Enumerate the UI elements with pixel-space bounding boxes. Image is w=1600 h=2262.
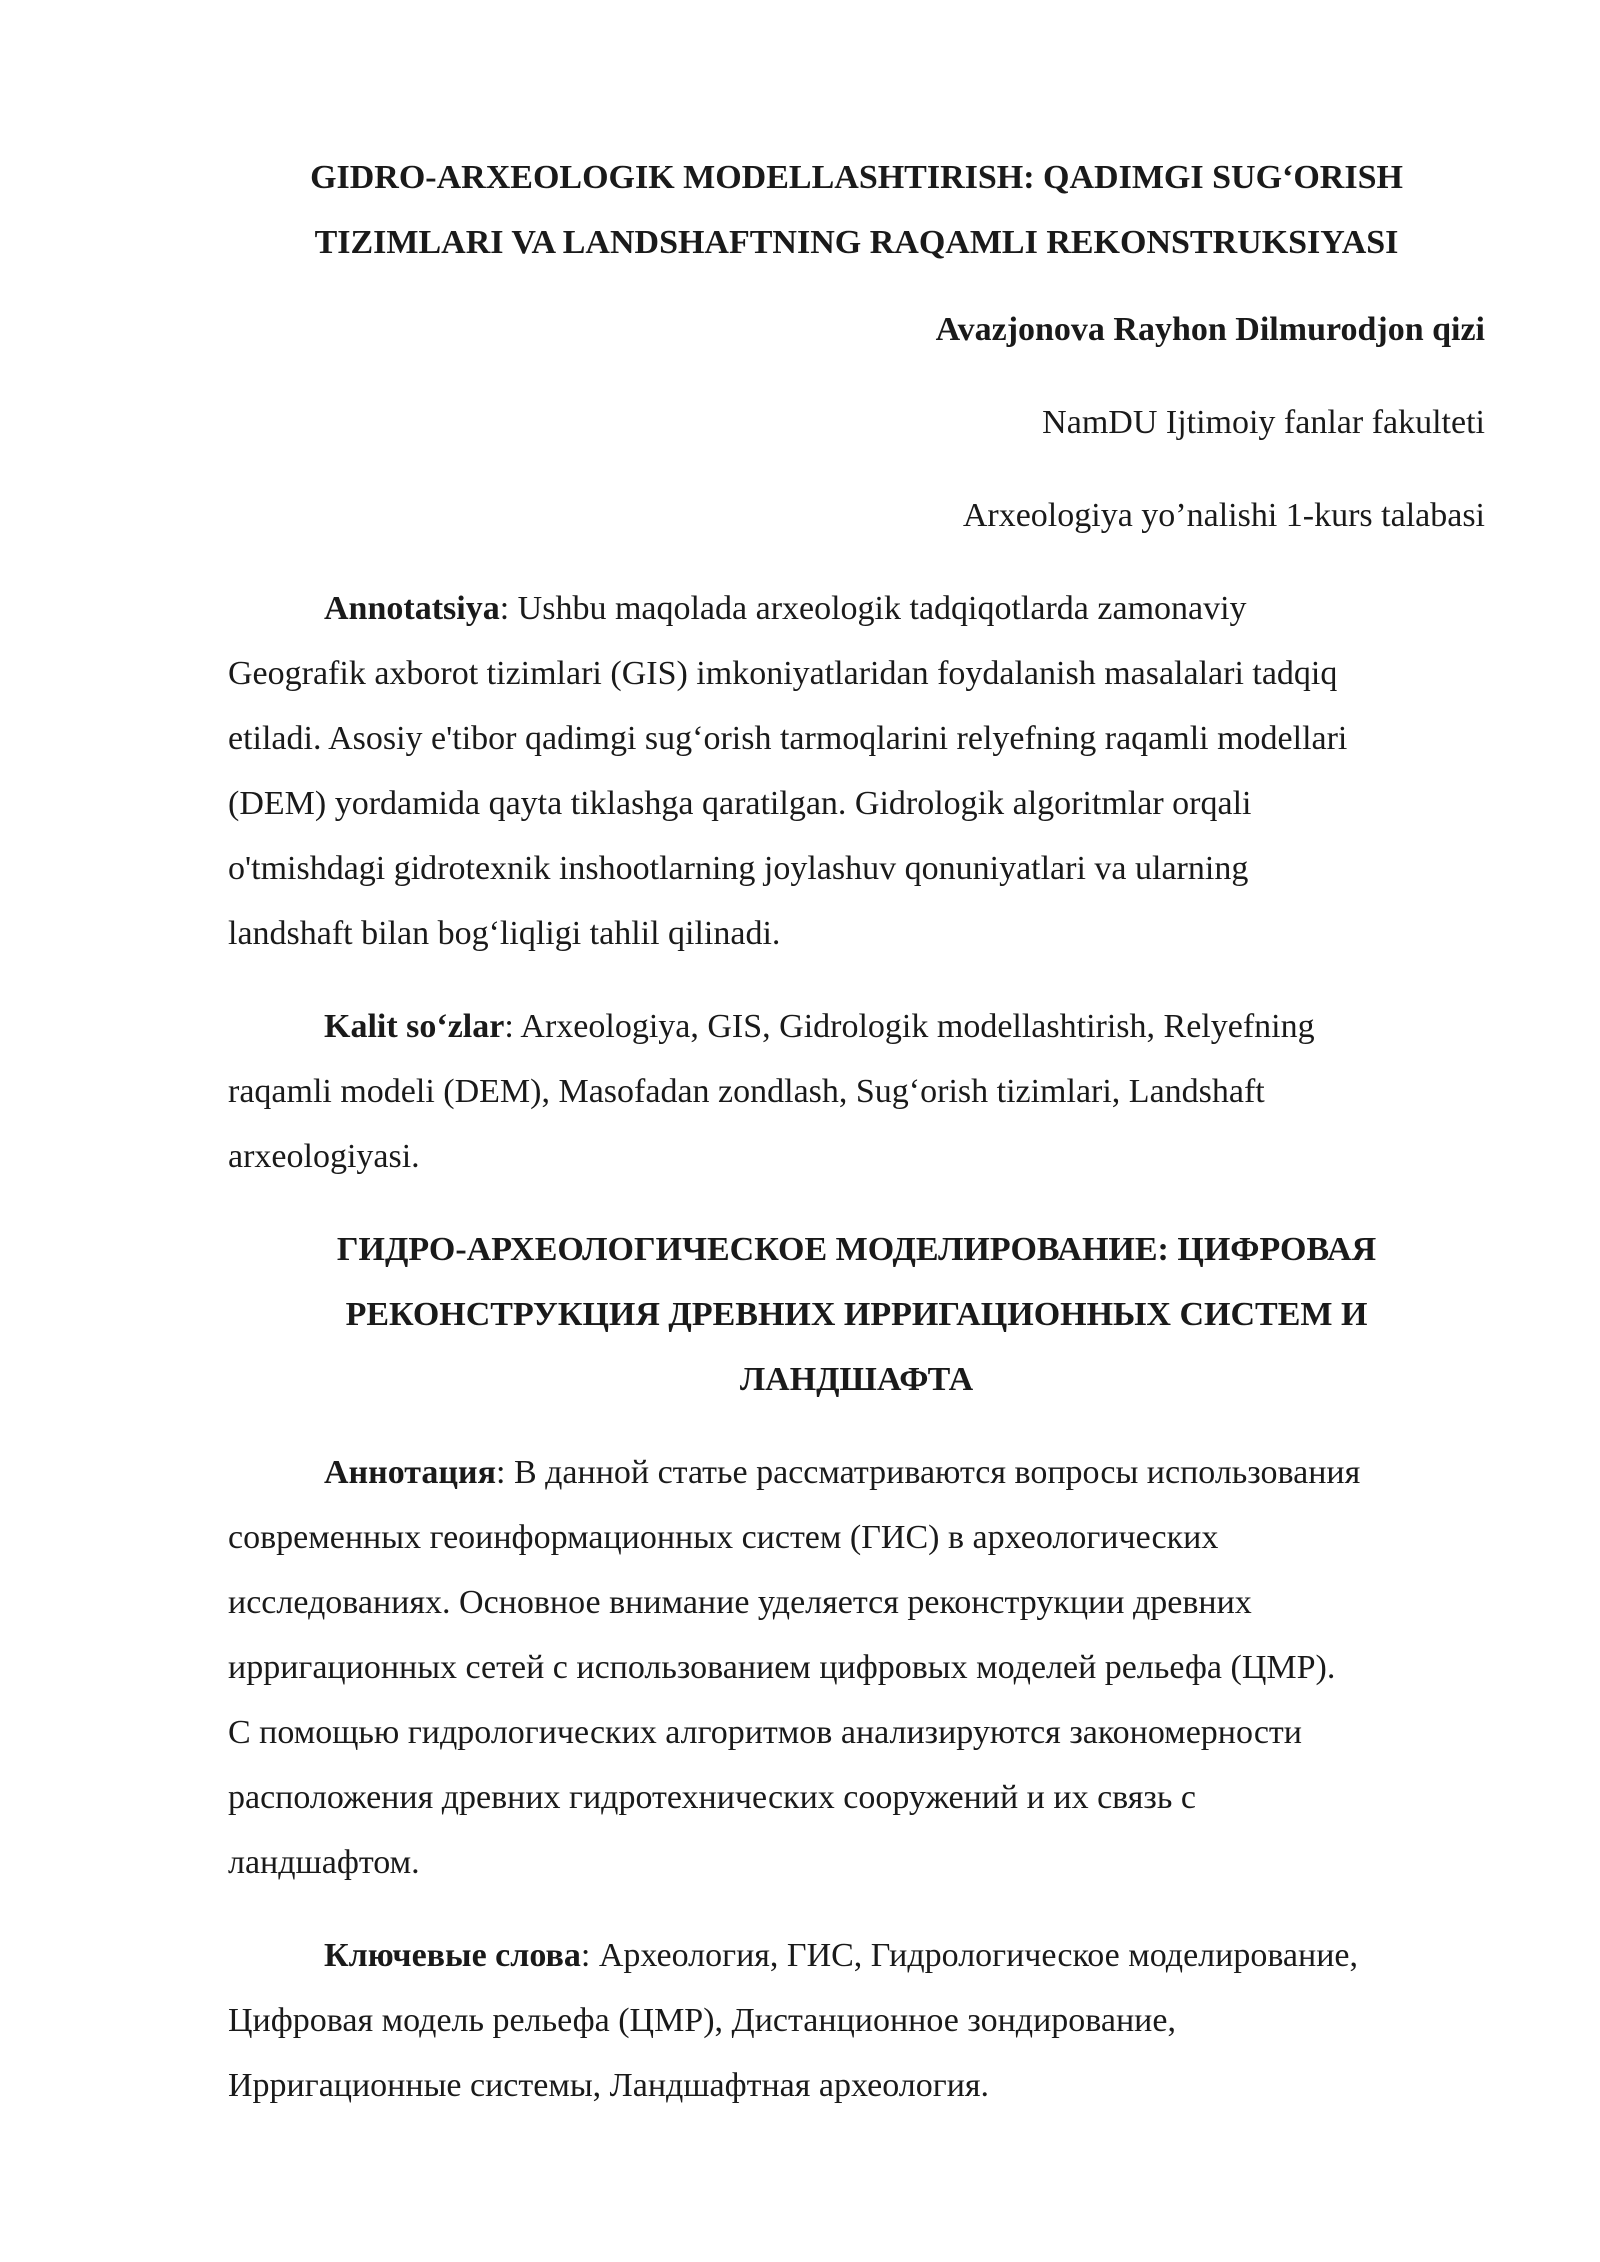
keywords-ru-line-3: Ирригационные системы, Ландшафтная археология.: [228, 2067, 990, 2104]
title-ru-line-1: ГИДРО-АРХЕОЛОГИЧЕСКОЕ МОДЕЛИРОВАНИЕ: ЦИФРОВАЯ: [336, 1231, 1377, 1268]
abstract-ru-line-1: В данной статье рассматриваются вопросы использования: [505, 1454, 1361, 1491]
keywords-ru-label: Ключевые слова: [324, 1937, 581, 1974]
abstract-ru-separator: :: [495, 1454, 506, 1491]
title-uz-line-2: TIZIMLARI VA LANDSHAFTNING RAQAMLI REKONSTRUKSIYASI: [314, 224, 1399, 261]
abstract-uz-line-3: etiladi. Asosiy e'tibor qadimgi sug‘orish tarmoqlarini relyefning raqamli modellari: [228, 720, 1348, 757]
title-uz-line-1: GIDRO-ARXEOLOGIK MODELLASHTIRISH: QADIMGI SUG‘ORISH: [310, 159, 1403, 196]
keywords-uz-line-3: arxeologiyasi.: [228, 1138, 420, 1175]
keywords-uz-line-2: raqamli modeli (DEM), Masofadan zondlash, Sug‘orish tizimlari, Landshaft: [228, 1073, 1265, 1110]
abstract-uz-line-1: Ushbu maqolada arxeologik tadqiqotlarda zamonaviy: [509, 590, 1247, 627]
abstract-uz-line-5: o'tmishdagi gidrotexnik inshootlarning joylashuv qonuniyatlari va ularning: [228, 850, 1249, 887]
keywords-uz-line-1: Arxeologiya, GIS, Gidrologik modellashtirish, Relyefning: [513, 1008, 1315, 1045]
keywords-ru: [228, 1923, 1485, 2118]
abstract-ru-line-4: ирригационных сетей с использованием цифровых моделей рельефа (ЦМР).: [228, 1649, 1336, 1686]
abstract-ru-line-5: С помощью гидрологических алгоритмов анализируются закономерности: [228, 1714, 1302, 1751]
abstract-ru-line-6: расположения древних гидротехнических сооружений и их связь с: [228, 1779, 1196, 1816]
abstract-uz-line-2: Geografik axborot tizimlari (GIS) imkoniyatlaridan foydalanish masalalari tadqiq: [228, 655, 1338, 692]
abstract-uz: [228, 576, 1485, 966]
abstract-ru-line-7: ландшафтом.: [228, 1844, 420, 1881]
abstract-ru-label: Аннотация: [324, 1454, 496, 1491]
abstract-uz-separator: :: [499, 590, 510, 627]
author-name: Avazjonova Rayhon Dilmurodjon qizi: [935, 311, 1485, 348]
author-affiliation-faculty: NamDU Ijtimoiy fanlar fakulteti: [1042, 404, 1485, 441]
keywords-ru-line-2: Цифровая модель рельефа (ЦМР), Дистанционное зондирование,: [228, 2002, 1176, 2039]
title-ru: [228, 1217, 1485, 1412]
keywords-ru-line-1: Археология, ГИС, Гидрологическое моделирование,: [590, 1937, 1359, 1974]
keywords-ru-separator: :: [580, 1937, 591, 1974]
keywords-uz-label: Kalit so‘zlar: [324, 1008, 505, 1045]
abstract-ru: [228, 1440, 1485, 1895]
abstract-uz-label: Annotatsiya: [324, 590, 500, 627]
abstract-ru-line-2: современных геоинформационных систем (ГИС) в археологических: [228, 1519, 1219, 1556]
keywords-uz: [228, 994, 1485, 1189]
author-affiliation-course: Arxeologiya yo’nalishi 1-kurs talabasi: [962, 497, 1485, 534]
title-ru-line-2: РЕКОНСТРУКЦИЯ ДРЕВНИХ ИРРИГАЦИОННЫХ СИСТЕМ И: [345, 1296, 1368, 1333]
abstract-uz-line-4: (DEM) yordamida qayta tiklashga qaratilgan. Gidrologik algoritmlar orqali: [228, 785, 1252, 822]
keywords-uz-separator: :: [504, 1008, 514, 1045]
page-content: [228, 145, 1485, 2118]
abstract-ru-line-3: исследованиях. Основное внимание уделяется реконструкции древних: [228, 1584, 1252, 1621]
title-uz: [228, 145, 1485, 275]
title-ru-line-3: ЛАНДШАФТА: [739, 1361, 974, 1398]
abstract-uz-line-6: landshaft bilan bog‘liqligi tahlil qilinadi.: [228, 915, 781, 952]
